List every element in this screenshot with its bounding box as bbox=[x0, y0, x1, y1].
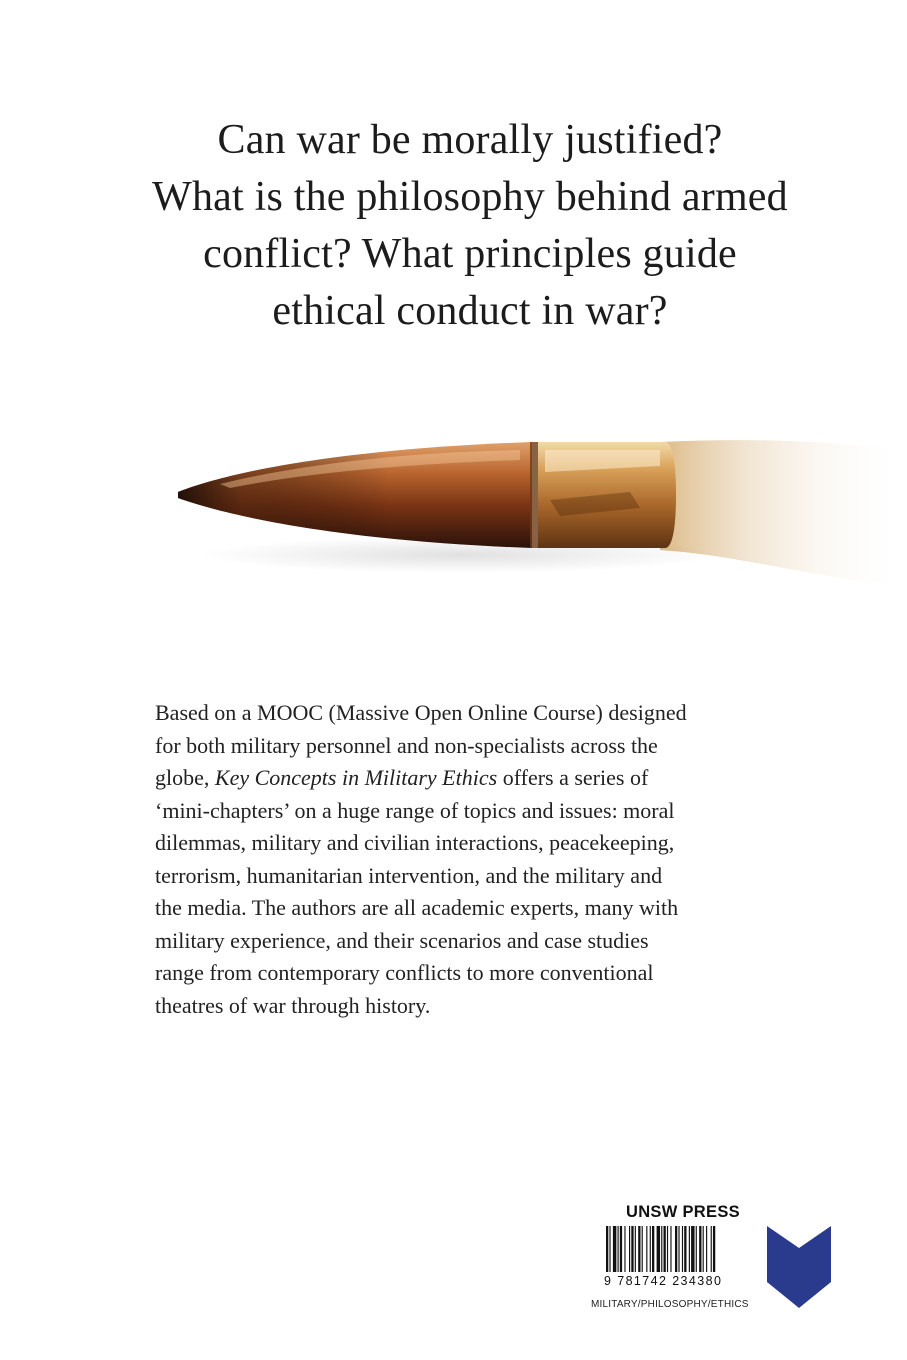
barcode-bar bbox=[635, 1226, 636, 1272]
barcode-bar bbox=[613, 1226, 616, 1272]
barcode-bar bbox=[691, 1226, 694, 1272]
barcode-bar bbox=[652, 1226, 654, 1272]
barcode-bar bbox=[638, 1226, 640, 1272]
blurb-line-5: dilemmas, military and civilian interactions, peacekeeping, bbox=[155, 830, 675, 855]
barcode-bar bbox=[711, 1226, 712, 1272]
barcode-bar bbox=[631, 1226, 633, 1272]
blurb-line-9: range from contemporary conflicts to more conventional bbox=[155, 960, 654, 985]
barcode-bar bbox=[706, 1226, 707, 1272]
barcode-bar bbox=[629, 1226, 630, 1272]
isbn-barcode-icon bbox=[605, 1226, 753, 1272]
book-title: Key Concepts in Military Ethics bbox=[214, 765, 498, 790]
blurb-line-7: the media. The authors are all academic experts, many with bbox=[155, 895, 679, 920]
blurb-line-4: ‘mini-chapters’ on a huge range of topics and issues: moral bbox=[155, 797, 675, 823]
barcode-bar bbox=[618, 1226, 619, 1272]
barcode-bar bbox=[609, 1226, 610, 1272]
blurb-line-8: military experience, and their scenarios and case studies bbox=[155, 927, 649, 953]
blurb-line-3-prefix: globe, bbox=[155, 765, 215, 790]
headline-line-3: conflict? What principles guide bbox=[203, 231, 737, 277]
isbn-number: 9 781742 234380 bbox=[604, 1274, 723, 1288]
blurb-line-3-suffix: offers a series of bbox=[497, 765, 649, 790]
barcode-bar bbox=[696, 1226, 697, 1272]
unsw-press-logo-icon bbox=[767, 1226, 831, 1308]
subject-category: MILITARY/PHILOSOPHY/ETHICS bbox=[591, 1299, 749, 1310]
barcode-bar bbox=[703, 1226, 704, 1272]
barcode-bar bbox=[661, 1226, 662, 1272]
blurb-line-10: theatres of war through history. bbox=[155, 992, 431, 1018]
barcode-bar bbox=[667, 1226, 668, 1272]
headline-line-2: What is the philosophy behind armed bbox=[152, 174, 788, 220]
headline-line-4: ethical conduct in war? bbox=[272, 288, 668, 334]
barcode-bar bbox=[664, 1226, 666, 1272]
barcode-bar bbox=[642, 1226, 643, 1272]
blurb-line-6: terrorism, humanitarian intervention, and the military and bbox=[155, 862, 663, 888]
barcode-bar bbox=[684, 1226, 686, 1272]
barcode-bar bbox=[678, 1226, 679, 1272]
barcode-bar bbox=[699, 1226, 701, 1272]
blurb-line-1: Based on a MOOC (Massive Open Online Course) designed bbox=[155, 700, 687, 725]
barcode-bar bbox=[682, 1226, 683, 1272]
barcode-bar bbox=[675, 1226, 677, 1272]
barcode-bar bbox=[646, 1226, 647, 1272]
barcode-bar bbox=[689, 1226, 690, 1272]
blurb-line-3 bbox=[155, 762, 795, 795]
blurb-line-2: for both military personnel and non-specialists across the bbox=[155, 732, 658, 758]
bullet-image bbox=[160, 380, 907, 640]
blurb-text bbox=[155, 697, 795, 1022]
barcode-bar bbox=[650, 1226, 651, 1272]
barcode-bar bbox=[620, 1226, 622, 1272]
publisher-name: UNSW PRESS bbox=[626, 1203, 740, 1221]
barcode-bar bbox=[670, 1226, 671, 1272]
headline-questions bbox=[100, 112, 840, 340]
barcode-bar bbox=[606, 1226, 608, 1272]
barcode-bar bbox=[657, 1226, 660, 1272]
headline-line-1: Can war be morally justified? bbox=[217, 117, 723, 163]
barcode-bar bbox=[624, 1226, 625, 1272]
barcode-bar bbox=[713, 1226, 715, 1272]
